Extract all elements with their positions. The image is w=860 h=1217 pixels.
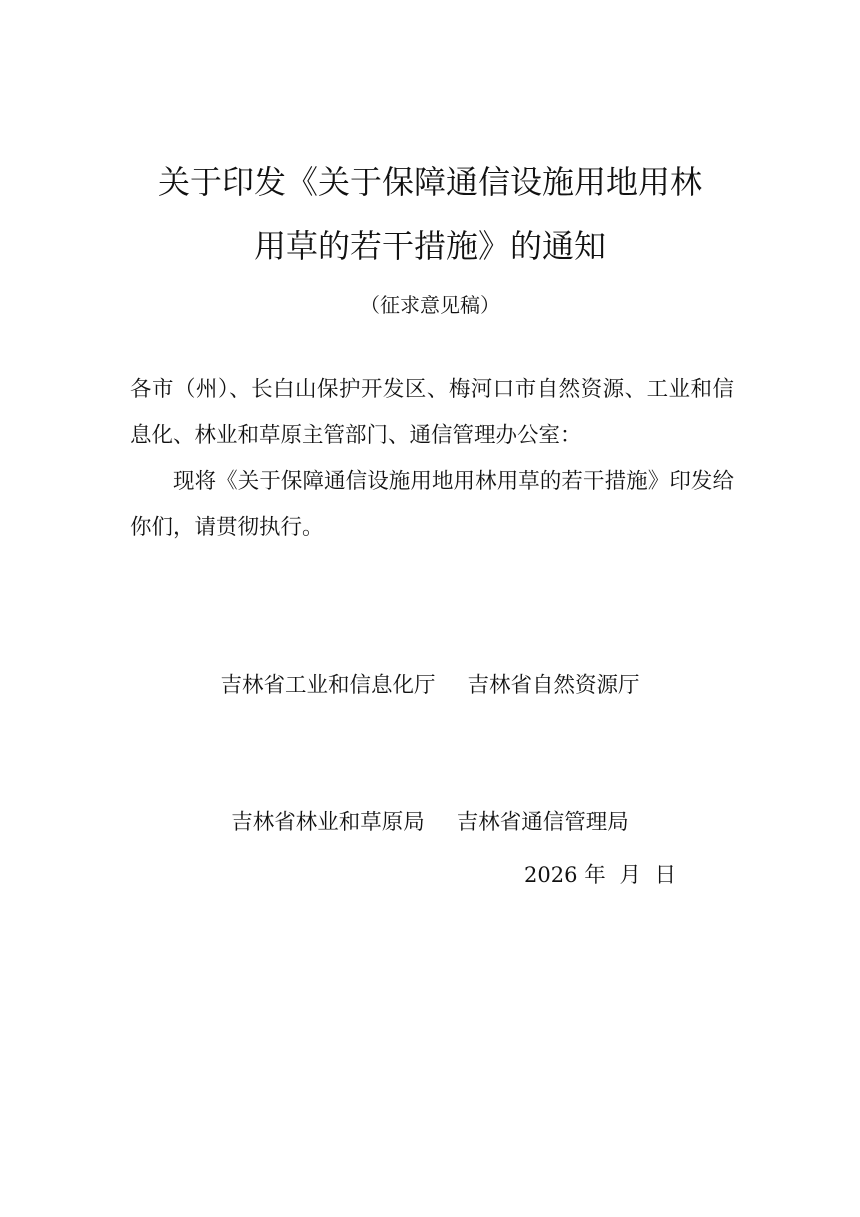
date-month-unit: 月 — [619, 863, 641, 888]
signatory-communications-bureau: 吉林省通信管理局 — [456, 810, 629, 835]
date-day-unit: 日 — [654, 863, 677, 888]
signatory-row-2 — [0, 808, 860, 838]
issue-date — [524, 859, 676, 892]
date-year-unit: 年 — [584, 863, 606, 888]
signatory-forestry-bureau: 吉林省林业和草原局 — [231, 810, 425, 835]
body-paragraph: 现将《关于保障通信设施用地用林用草的若干措施》印发给你们，请贯彻执行。 — [130, 469, 734, 540]
signatory-industry-dept: 吉林省工业和信息化厅 — [220, 673, 436, 698]
addressee-paragraph: 各市（州）、长白山保护开发区、梅河口市自然资源、工业和信息化、林业和草原主管部门、通信管理办公室： — [130, 377, 734, 448]
date-year: 2026 — [524, 863, 578, 887]
draft-subtitle: （征求意见稿） — [360, 293, 500, 317]
signatory-natural-resources-dept: 吉林省自然资源厅 — [467, 673, 640, 698]
title-line-2: 用草的若干措施》的通知 — [253, 227, 606, 265]
title-line-1: 关于印发《关于保障通信设施用地用林 — [157, 163, 702, 201]
signatory-row-1 — [0, 671, 860, 701]
